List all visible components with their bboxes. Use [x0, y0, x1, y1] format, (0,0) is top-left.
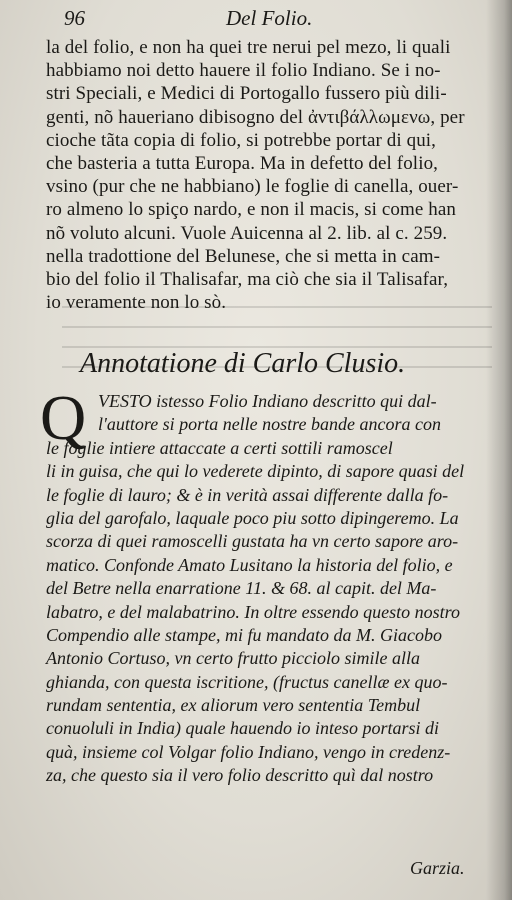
text-line: habbiamo noi detto hauere il folio Indiano. Se i no-	[46, 60, 441, 82]
annotation-line: quà, insieme col Volgar folio Indiano, vengo in credenz-	[46, 741, 451, 762]
text-line: nella tradottione del Belunese, che si metta in cam-	[46, 245, 441, 267]
text-line: vsino (pur che ne habbiano) le foglie di canella, ouer-	[46, 176, 459, 198]
annotation-line: Antonio Cortuso, vn certo frutto picciolo simile alla	[46, 648, 420, 669]
text-line: bio del folio il Thalisafar, ma ciò che sia il Talisafar,	[46, 268, 449, 290]
text-line: cioche tãta copia di folio, si potrebbe portar di qui,	[46, 129, 437, 151]
annotation-text-block	[46, 390, 498, 788]
drop-cap-initial: Q	[40, 382, 87, 453]
text-line: nõ voluto alcuni. Vuole Auicenna al 2. lib. al c. 259.	[46, 222, 448, 244]
text-line: stri Speciali, e Medici di Portogallo fussero più dili-	[46, 83, 447, 105]
annotation-line: labatro, e del malabatrino. In oltre essendo questo nostro	[46, 601, 460, 622]
annotation-line: conuoluli in India) quale hauendo io inteso portarsi di	[46, 718, 439, 739]
running-head: Del Folio.	[226, 6, 313, 30]
text-line: la del folio, e non ha quei tre nerui pel mezo, li quali	[46, 37, 451, 58]
annotation-line: Compendio alle stampe, mi fu mandato da M. Giacobo	[46, 624, 442, 645]
annotation-title: Annotatione di Carlo Clusio.	[80, 348, 406, 379]
annotation-line: matico. Confonde Amato Lusitano la historia del folio, e	[46, 554, 453, 575]
annotation-line: za, che questo sia il vero folio descritto quì dal nostro	[46, 765, 434, 786]
annotation-line: li in guisa, che qui lo vederete dipinto, di sapore quasi del	[46, 461, 465, 482]
text-line: genti, nõ haueriano dibisogno del ἀντιβάλλωμενω, per	[46, 106, 465, 128]
annotation-line: del Betre nella enarratione 11. & 68. al capit. del Ma-	[46, 578, 437, 599]
page-header	[64, 6, 464, 32]
catchword: Garzia.	[410, 858, 465, 878]
text-line: che basteria a tutta Europa. Ma in defetto del folio,	[46, 152, 439, 174]
annotation-line: glia del garofalo, laquale poco piu sotto dipingeremo. La	[46, 507, 459, 528]
text-line: io veramente non lo sò.	[46, 292, 227, 314]
main-text-block	[46, 36, 496, 314]
annotation-line: ghianda, con questa iscritione, (fructus canellæ ex quo-	[46, 671, 448, 692]
annotation-line: le foglie intiere attaccate a certi sottili ramoscel	[46, 437, 393, 458]
page-number: 96	[64, 6, 85, 30]
annotation-line: le foglie di lauro; & è in verità assai differente dalla fo-	[46, 484, 449, 505]
annotation-line: rundam sententia, ex aliorum vero sententia Tembul	[46, 695, 421, 716]
annotation-line: l'auttore si porta nelle nostre bande ancora con	[98, 414, 441, 435]
annotation-line: VESTO istesso Folio Indiano descritto qui dal-	[98, 391, 437, 411]
annotation-line: scorza di quei ramoscelli gustata ha vn certo sapore aro-	[46, 531, 459, 552]
text-line: ro almeno lo spiço nardo, e non il macis, si come han	[46, 199, 457, 221]
